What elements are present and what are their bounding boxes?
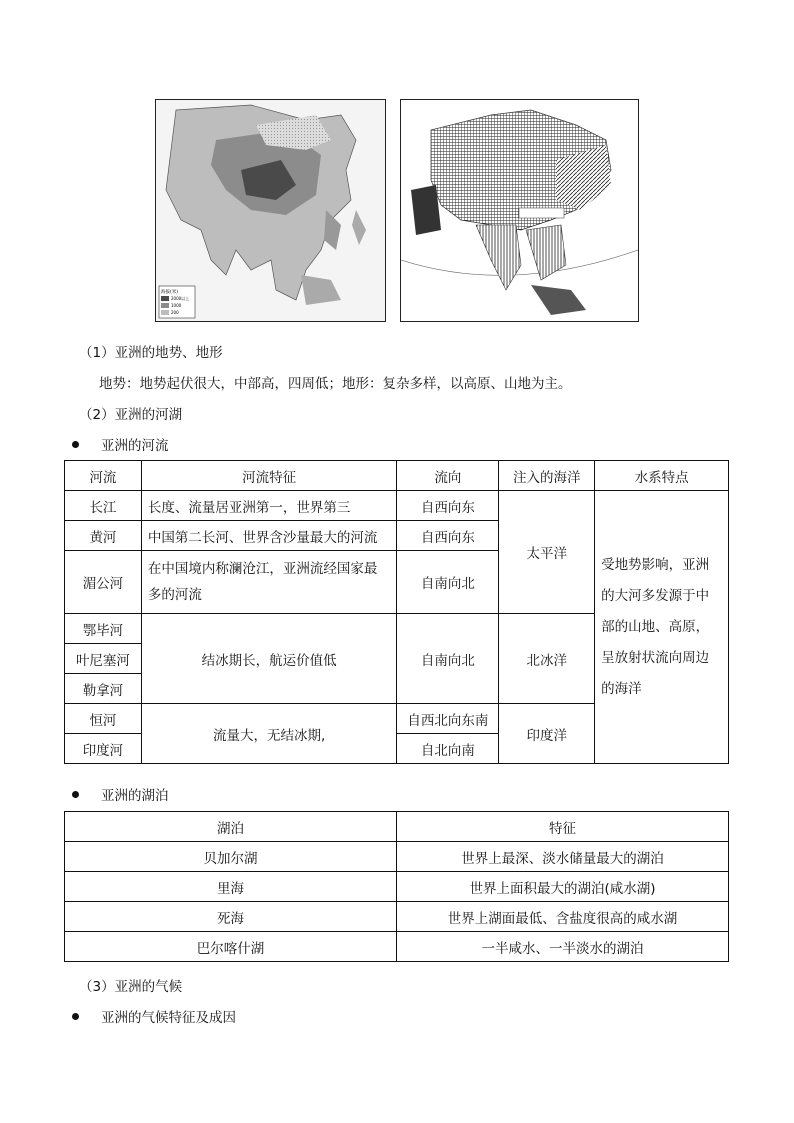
- river-direction: 自南向北: [397, 614, 499, 704]
- lake-feature: 一半咸水、一半淡水的湖泊: [397, 932, 729, 962]
- bullet-lakes: 亚洲的湖泊: [72, 787, 169, 805]
- river-ocean: 印度洋: [499, 704, 595, 764]
- river-direction: 自西向东: [397, 491, 499, 521]
- asia-climate-map: [400, 99, 639, 322]
- terrain-description: 地势：地势起伏很大，中部高，四周低；地形：复杂多样，以高原、山地为主。: [99, 376, 572, 392]
- table-header-cell: 河流特征: [141, 461, 397, 491]
- river-direction: 自西向东: [397, 521, 499, 551]
- section-title-terrain: （1）亚洲的地势、地形: [79, 345, 223, 361]
- river-feature: 流量大，无结冰期,: [141, 704, 397, 764]
- table-header-cell: 注入的海洋: [499, 461, 595, 491]
- river-name: 印度河: [65, 734, 142, 764]
- lake-feature: 世界上最深、淡水储量最大的湖泊: [397, 842, 729, 872]
- table-row: [65, 491, 729, 521]
- river-name: 长江: [65, 491, 142, 521]
- river-ocean: 北冰洋: [499, 614, 595, 704]
- table-header-cell: 流向: [397, 461, 499, 491]
- table-header-cell: 特征: [397, 812, 729, 842]
- bullet-climate: 亚洲的气候特征及成因: [72, 1009, 236, 1027]
- river-direction: 自西北向东南: [397, 704, 499, 734]
- river-name: 叶尼塞河: [65, 644, 142, 674]
- river-name: 恒河: [65, 704, 142, 734]
- river-name: 湄公河: [65, 551, 142, 614]
- lake-feature: 世界上湖面最低、含盐度很高的咸水湖: [397, 902, 729, 932]
- river-feature: 结冰期长，航运价值低: [141, 614, 397, 704]
- terrain-map-figure: [156, 100, 385, 321]
- table-header-cell: 河流: [65, 461, 142, 491]
- asia-terrain-map: [155, 99, 386, 322]
- terrain-legend-title: 海拔(米): [161, 290, 179, 295]
- river-name: 鄂毕河: [65, 614, 142, 644]
- table-header-cell: 水系特点: [595, 461, 729, 491]
- river-feature: 在中国境内称澜沧江，亚洲流经国家最多的河流: [141, 551, 397, 614]
- bullet-rivers: 亚洲的河流: [72, 437, 169, 455]
- table-header-row: [65, 461, 729, 491]
- table-header-cell: 湖泊: [65, 812, 397, 842]
- river-name: 勒拿河: [65, 674, 142, 704]
- section-title-climate: （3）亚洲的气候: [79, 979, 183, 995]
- climate-map-figure: [401, 100, 638, 321]
- lake-name: 里海: [65, 872, 397, 902]
- river-direction: 自北向南: [397, 734, 499, 764]
- table-header-row: [65, 812, 729, 842]
- table-row: [65, 842, 729, 872]
- terrain-legend-value: 1000: [171, 303, 182, 308]
- river-feature: 长度、流量居亚洲第一，世界第三: [141, 491, 397, 521]
- river-name: 黄河: [65, 521, 142, 551]
- lake-name: 巴尔喀什湖: [65, 932, 397, 962]
- river-system-feature: 受地势影响，亚洲的大河多发源于中部的山地、高原，呈放射状流向周边的海洋: [595, 491, 729, 764]
- table-row: [65, 872, 729, 902]
- lake-name: 死海: [65, 902, 397, 932]
- lake-table: [64, 811, 729, 962]
- lake-feature: 世界上面积最大的湖泊(咸水湖): [397, 872, 729, 902]
- table-row: [65, 902, 729, 932]
- terrain-legend-value: 200: [171, 310, 179, 315]
- section-title-rivers-lakes: （2）亚洲的河湖: [79, 407, 183, 423]
- river-feature: 中国第二长河、世界含沙量最大的河流: [141, 521, 397, 551]
- lake-name: 贝加尔湖: [65, 842, 397, 872]
- river-table: [64, 460, 729, 764]
- table-row: [65, 932, 729, 962]
- terrain-legend-value: 2000以上: [171, 296, 190, 301]
- river-ocean: 太平洋: [499, 491, 595, 614]
- river-direction: 自南向北: [397, 551, 499, 614]
